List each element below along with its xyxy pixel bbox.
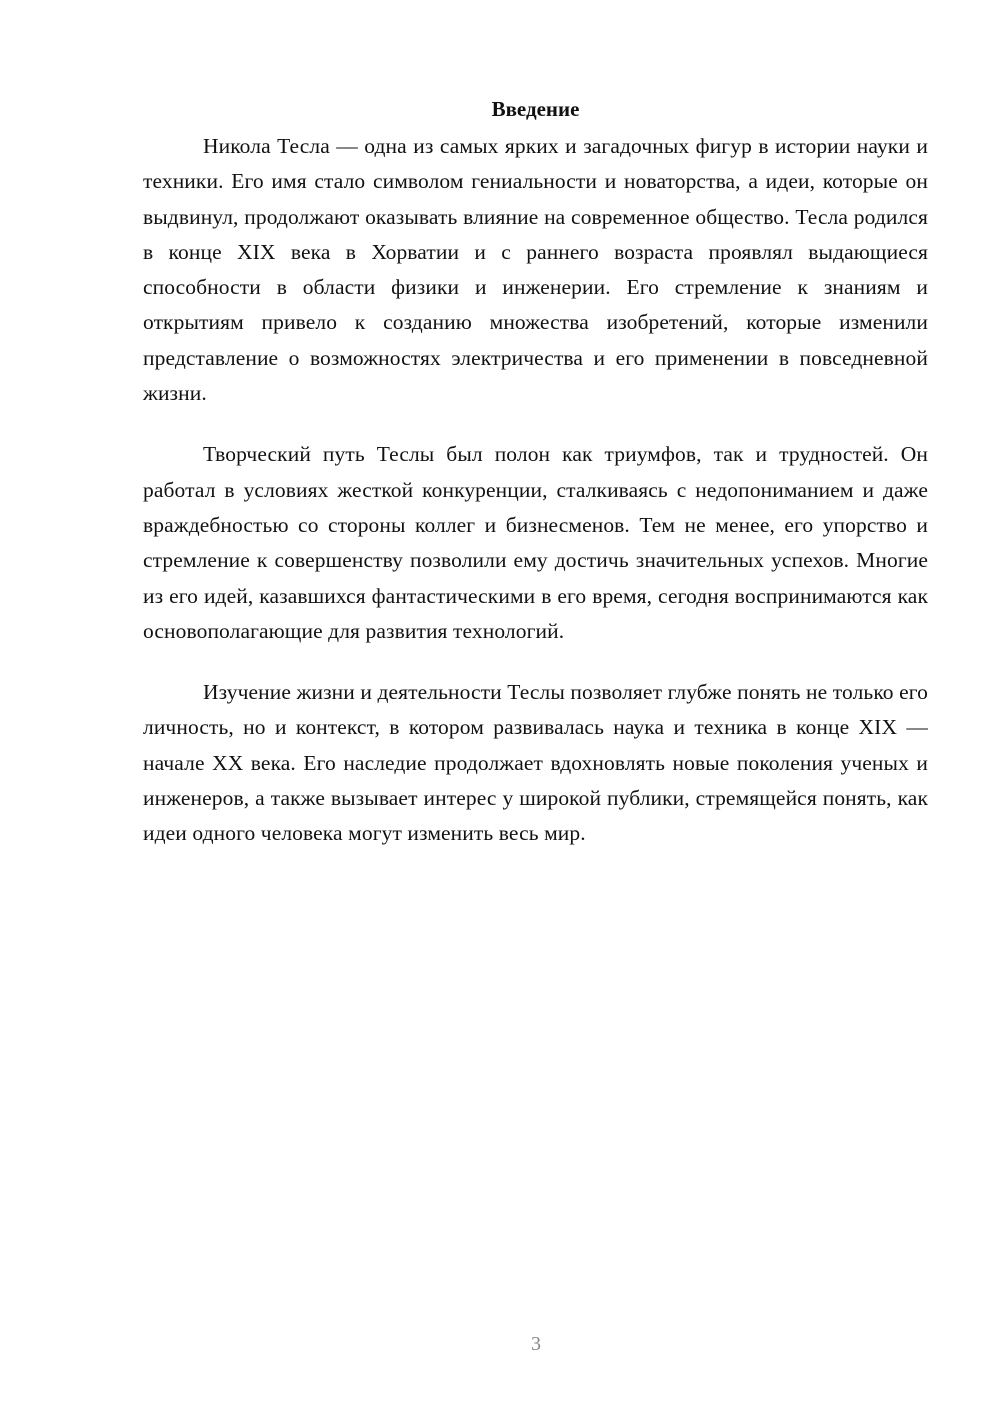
page-title: Введение [491,97,580,121]
page-number: 3 [531,1333,541,1355]
paragraph-1: Никола Тесла — одна из самых ярких и загадочных фигур в истории науки и техники. Его имя стало символом гениальности и новаторства, а идеи, которые он выдвинул, продолжают оказывать влияние на современное общество. Тесла родился в конце XIX века в Хорватии и с раннего возраста проявлял выдающиеся способности в области физики и инженерии. Его стремление к знаниям и открытиям привело к созданию множества изобретений, которые изменили представление о возможностях электричества и его применении в повседневной жизни. [143,134,928,406]
paragraph-2: Творческий путь Теслы был полон как триумфов, так и трудностей. Он работал в условиях жесткой конкуренции, сталкиваясь с недопониманием и даже враждебностью со стороны коллег и бизнесменов. Тем не менее, его упорство и стремление к совершенству позволили ему достичь значительных успехов. Многие из его идей, казавшихся фантастическими в его время, сегодня воспринимаются как основополагающие для развития технологий. [143,442,928,643]
paragraph-3: Изучение жизни и деятельности Теслы позволяет глубже понять не только его личность, но и контекст, в котором развивалась наука и техника в конце XIX — начале XX века. Его наследие продолжает вдохновлять новые поколения ученых и инженеров, а также вызывает интерес у широкой публики, стремящейся понять, как идеи одного человека могут изменить весь мир. [143,680,928,846]
page-content [143,92,928,852]
